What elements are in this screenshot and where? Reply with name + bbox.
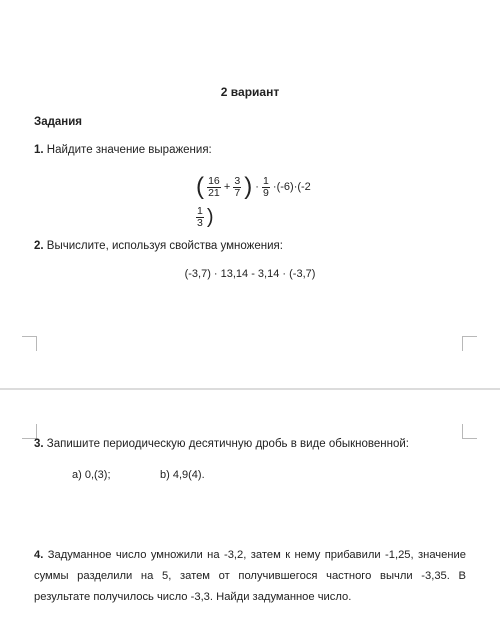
task-3-text: Запишите периодическую десятичную дробь в виде обыкновенной: bbox=[46, 438, 409, 450]
fraction-c-denominator: 9 bbox=[263, 186, 269, 199]
task-3 bbox=[34, 438, 409, 450]
task-2-text: Вычислите, используя свойства умножения: bbox=[46, 240, 283, 252]
task-3-answer-b: b) 4,9(4). bbox=[160, 469, 205, 481]
fraction-d-denominator: 3 bbox=[197, 216, 203, 229]
variant-title: 2 вариант bbox=[220, 85, 280, 99]
fraction-a-denominator: 21 bbox=[208, 186, 220, 199]
formula-middle: ·(-6)·(-2 bbox=[272, 181, 311, 193]
formula-fraction-a bbox=[207, 176, 221, 199]
task-1-formula bbox=[196, 172, 316, 229]
corner-mark-top-right bbox=[462, 336, 477, 351]
fraction-b-numerator: 3 bbox=[234, 174, 241, 187]
formula-fraction-c bbox=[262, 176, 270, 199]
formula-close-paren: ) bbox=[244, 173, 253, 200]
task-4-line-2: суммы разделили на 5, затем от получившегося частного вычли -3,35. В bbox=[34, 570, 466, 582]
corner-mark-bottom-left bbox=[22, 424, 37, 439]
fraction-a-numerator: 16 bbox=[208, 174, 220, 187]
formula-fraction-d bbox=[196, 206, 204, 229]
fraction-b-denominator: 7 bbox=[234, 186, 241, 199]
task-4-line-3: результате получилось число -3,3. Найди задуманное число. bbox=[34, 591, 352, 603]
fraction-c-numerator: 1 bbox=[263, 174, 269, 187]
task-1 bbox=[34, 144, 212, 156]
task-4-line-1 bbox=[34, 545, 466, 566]
tasks-heading: Задания bbox=[34, 116, 83, 128]
task-4 bbox=[34, 545, 466, 608]
task-4-line-1-text: Задуманное число умножили на -3,2, затем к нему прибавили -1,25, значение bbox=[47, 549, 467, 561]
task-1-number: 1. bbox=[34, 144, 44, 156]
task-4-number: 4. bbox=[34, 549, 44, 561]
task-2 bbox=[34, 240, 283, 252]
corner-mark-top-left bbox=[22, 336, 37, 351]
task-1-text: Найдите значение выражения: bbox=[46, 144, 212, 156]
formula-dot: · bbox=[255, 181, 259, 193]
formula-open-paren: ( bbox=[196, 173, 204, 200]
task-2-expression: (-3,7) · 13,14 - 3,14 · (-3,7) bbox=[184, 268, 316, 280]
formula-end-paren: ) bbox=[206, 206, 214, 228]
task-2-number: 2. bbox=[34, 240, 44, 252]
task-3-answer-a: a) 0,(3); bbox=[72, 469, 111, 481]
corner-mark-bottom-right bbox=[462, 424, 477, 439]
formula-plus: + bbox=[223, 181, 231, 193]
fraction-d-numerator: 1 bbox=[197, 204, 203, 217]
formula-fraction-b bbox=[233, 176, 241, 199]
page-divider bbox=[0, 388, 500, 390]
task-3-number: 3. bbox=[34, 438, 44, 450]
